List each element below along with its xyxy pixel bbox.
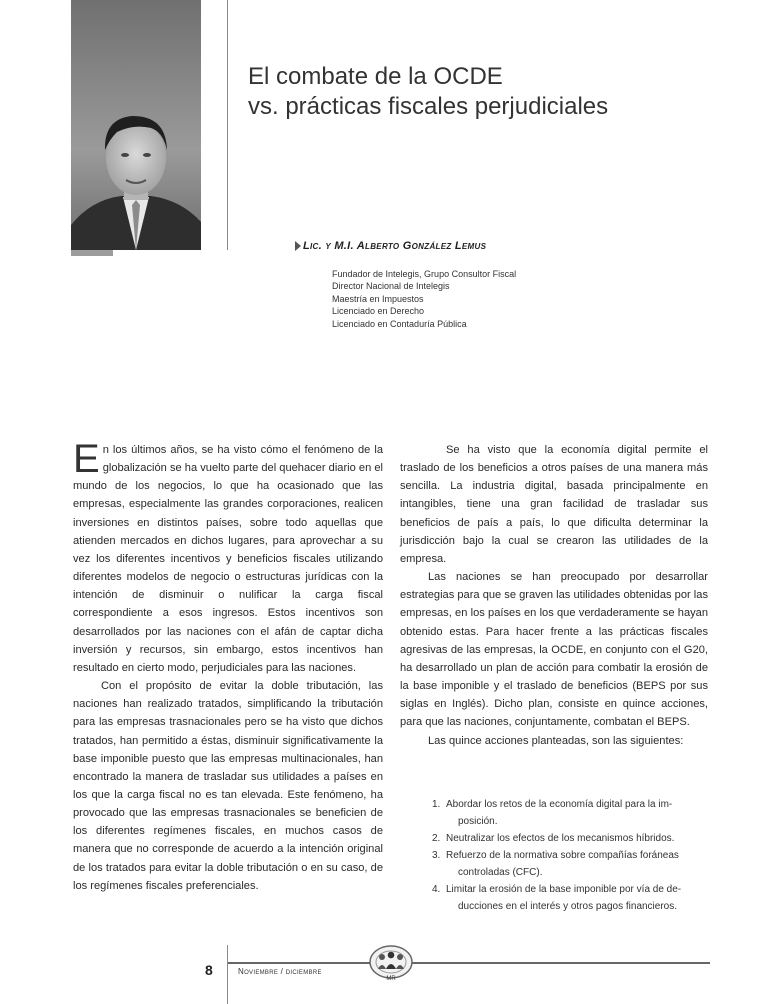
list-text: Limitar la erosión de la base imponible por vía de de- [446, 884, 682, 895]
paragraph: Las quince acciones planteadas, son las siguientes: [428, 734, 684, 747]
list-item [432, 847, 708, 881]
list-item [432, 881, 708, 915]
author-byline [295, 240, 486, 252]
list-text: Abordar los retos de la economía digital para la im- [446, 799, 673, 810]
list-item [432, 796, 708, 830]
body-column-right [400, 441, 708, 750]
photo-accent-bar [71, 250, 113, 256]
list-item [432, 830, 708, 847]
list-text: Refuerzo de la normativa sobre compañías foráneas [446, 850, 679, 861]
footer-divider [227, 945, 228, 1004]
title-line-2: vs. prácticas fiscales perjudiciales [248, 93, 609, 120]
list-text-cont: posición. [458, 816, 498, 827]
body-column-left [73, 437, 383, 895]
list-number: 3. [432, 850, 441, 861]
paragraph [73, 437, 383, 677]
author-name: Lic. y M.I. Alberto González Lemus [303, 240, 487, 252]
credential-line: Maestría en Impuestos [332, 293, 424, 304]
list-number: 1. [432, 799, 441, 810]
paragraph: Las naciones se han preocupado por desarrollar estrategias para que se graven las utilidades obtenidas por las empresas, en los países en los que verdaderamente se hayan obtenido estas. Para hacer frente a las prácticas fiscales agresivas de las empresas, la OCDE, en conjunto con el G20, ha desarrollado un plan de acción para combatir la erosión de la base imponible y el traslado de beneficios (BEPS por sus siglas en Inglés). Dicho plan, consiste en quince acciones, para que las naciones, conjuntamente, combatan el BEPS. [400, 571, 708, 729]
logo-text: MR [386, 976, 396, 982]
credential-line: Licenciado en Derecho [332, 306, 425, 317]
credential-line: Fundador de Intelegis, Grupo Consultor Fiscal [332, 269, 517, 279]
list-text-cont: controladas (CFC). [458, 867, 543, 878]
list-text: Neutralizar los efectos de los mecanismos híbridos. [446, 833, 675, 844]
footer-rule [228, 962, 710, 964]
list-number: 4. [432, 884, 441, 895]
actions-list [432, 796, 708, 915]
author-credentials [332, 268, 516, 330]
header-divider [227, 0, 228, 250]
triangle-right-icon [295, 241, 301, 251]
title-line-1: El combate de la OCDE [248, 63, 503, 90]
page-number: 8 [205, 962, 213, 978]
author-photo [71, 0, 201, 250]
paragraph-text: n los últimos años, se ha visto cómo el fenómeno de la globalización se ha vuelto parte del quehacer diario en el mundo de los negocios, lo que ha ocasionado que las empresas, especialmente las grandes corporaciones, realicen inversiones en distintos países, sobre todo aquellas que atienden mercados en dichos lugares, para aprovechar a su vez los diferentes incentivos y beneficios fiscales utilizando diferentes modelos de negocio o estructuras jurídicas con la intención de disminuir o nulificar la carga fiscal correspondiente a esos ingresos. Estos incentivos son desarrollados por las naciones con el afán de captar dicha inversión y recursos, sin embargo, estos incentivos han resultado en cierto modo, perjudiciales para las naciones. [73, 444, 383, 674]
issue-label: Noviembre / diciembre [238, 967, 322, 976]
paragraph: Con el propósito de evitar la doble tributación, las naciones han realizado tratados, simplificando la tributación para las empresas trasnacionales pero se ha visto que dichos tratados, han permitido a éstas, disminuir significativamente la base imponible puesto que las empresas multinacionales, han encontrado la manera de trasladar sus utilidades a países en los que la carga fiscal no es tan elevada. Este fenómeno, ha provocado que las empresas trasnacionales se beneficien de los diferentes regímenes fiscales, en muchos casos de manera que no corresponde de acuerdo a la intención original de los tratados para evitar la doble tributación o en su caso, de los regímenes fiscales preferenciales. [73, 680, 383, 892]
publisher-logo-icon [368, 942, 414, 982]
drop-cap: E [73, 437, 100, 481]
article-title [248, 62, 728, 122]
credential-line: Director Nacional de Intelegis [332, 281, 450, 292]
credential-line: Licenciado en Contaduría Pública [332, 318, 467, 329]
list-number: 2. [432, 833, 441, 844]
paragraph: Se ha visto que la economía digital permite el traslado de los beneficios a otros países de una manera más sencilla. La industria digital, basada principalmente en intangibles, tiene una gran facilidad de trasladar sus beneficios de país a país, lo que dificulta determinar la jurisdicción bajo la cual se crearon las utilidades de la empresa. [400, 444, 708, 565]
list-text-cont: ducciones en el interés y otros pagos financieros. [458, 901, 678, 912]
